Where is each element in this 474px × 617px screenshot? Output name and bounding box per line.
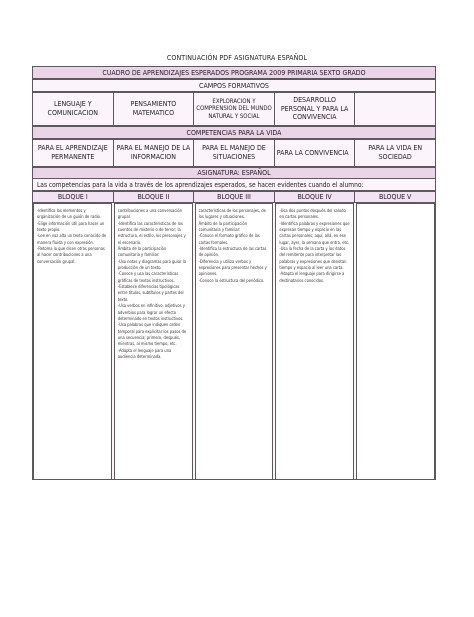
bloques-header — [32, 191, 436, 203]
competencia-situaciones: PARA EL MANEJO DE SITUACIONES — [194, 139, 275, 167]
campos-title: CAMPOS FORMATIVOS — [32, 79, 436, 92]
bloque-2-content: contribuciones a una conversación grupal. -Identifica las características de los cuentos de misterio o de terror; la estructura, el estilo, los personajes y el escenario. Ámbito de la participación comunitaria y familiar: -Usa notas y diagramas para guiar la producción de un texto. -Conoce y usa las características gráficas de textos instructivos. -Establece diferencias tipológicas entre títulos, subtítulos y partes del texto. -Usa verbos en infinitivo, adjetivos y adverbios para lograr un efecto determinado en textos instructivos. -Usa palabras que indiquen orden temporal para explicitar los pasos de una secuencia; primero, después, mientras, al mismo tiempo, etc. -Adapta el lenguaje para una audiencia determinada. — [114, 203, 193, 480]
table-header: CUADRO DE APRENDIZAJES ESPERADOS PROGRAMA 2009 PRIMARIA SEXTO GRADO — [32, 66, 436, 79]
bloque-3-header: BLOQUE III — [194, 191, 275, 203]
bloque-5-header: BLOQUE V — [355, 191, 436, 203]
bloque-1-content: -Identifica los elementos y organización de un guión de radio. -Elige información útil para hacer un texto propio. -Lee en voz alta un texto conocido de manera fluida y con expresión. -Retoma lo que dicen otras personas al hacer contribuciones a una conversación grupal. — [33, 203, 112, 480]
competencia-informacion: PARA EL MANEJO DE LA INFORMACION — [114, 139, 195, 167]
bloque-5-content — [356, 203, 435, 480]
page-title: CONTINUACIÓN PDF ASIGNATURA ESPAÑOL — [166, 54, 308, 62]
competencias-row — [32, 139, 436, 167]
bloque-4-header: BLOQUE IV — [275, 191, 356, 203]
bloque-2-header: BLOQUE II — [114, 191, 195, 203]
bloque-4-content: -Usa dos puntos después del saludo en cartas personales. -Identifica palabras y expresiones que expresan tiempo y espacio en las cartas personales; aquí, allá, en ese lugar, ayer, la semana que entra, etc. -Usa la fecha de la carta y los datos del remitente para interpretar las palabras y expresiones que denotan tiempo y espacio al leer una carta. -Adapta el lenguaje para dirigirse a destinatarios conocidos. — [275, 203, 354, 480]
competencias-title: COMPETENCIAS PARA LA VIDA — [32, 126, 436, 139]
campo-matematico: PENSAMIENTO MATEMATICO — [114, 92, 195, 126]
campos-row — [32, 92, 436, 126]
campo-exploracion: EXPLORACION Y COMPRENSION DEL MUNDO NATURAL Y SOCIAL — [194, 92, 275, 126]
competencia-aprendizaje: PARA EL APRENDIZAJE PERMANENTE — [32, 139, 114, 167]
competencia-sociedad: PARA LA VIDA EN SOCIEDAD — [355, 139, 436, 167]
campo-desarrollo: DESARROLLO PERSONAL Y PARA LA CONVIVENCIA — [275, 92, 356, 126]
campo-empty — [355, 92, 436, 126]
competencia-convivencia: PARA LA CONVIVENCIA — [275, 139, 356, 167]
bloque-3-content: características de los personajes, de los lugares y situaciones. Ámbito de la participación comunitaria y familiar: -Conoce el formato gráfico de las cartas formales. -Identifica la estructura de las cartas de opinión. -Diferencia y utiliza verbos y expresiones para presentar hechos y opiniones. -Conoce la estructura del periódico. — [195, 203, 274, 480]
asignatura-title: ASIGNATURA: ESPAÑOL — [32, 167, 436, 179]
bloques-contents — [32, 203, 436, 480]
bloque-1-header: BLOQUE I — [32, 191, 114, 203]
intro-text: Las competencias para la vida a través de los aprendizajes esperados, se hacen evidentes cuando el alumno: — [32, 179, 436, 191]
campo-lenguaje: LENGUAJE Y COMUNICACION — [32, 92, 114, 126]
